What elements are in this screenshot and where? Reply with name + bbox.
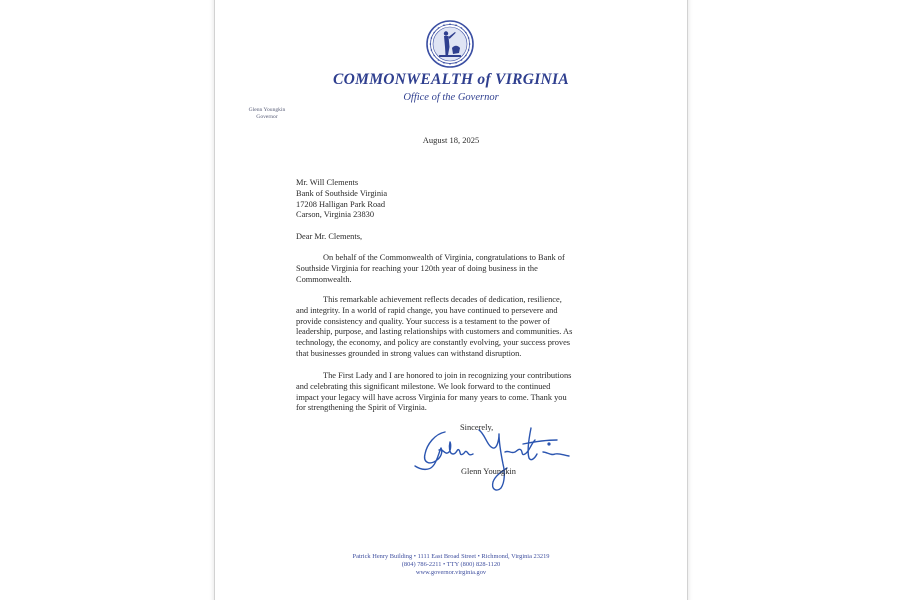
governor-title: Governor (256, 114, 278, 120)
paragraph-line: The First Lady and I are honored to join in recognizing your contributions (323, 371, 572, 380)
recipient-name: Mr. Will Clements (296, 178, 359, 187)
paragraph-line: Southside Virginia for reaching your 120th year of doing business in the (296, 263, 538, 273)
recipient-organization: Bank of Southside Virginia (296, 188, 388, 198)
salutation: Dear Mr. Clements, (296, 232, 363, 241)
paragraph-line: impact your legacy will have across Virginia for many years to come. Thank you (296, 392, 567, 402)
recipient-city: Carson, Virginia 23830 (296, 210, 375, 220)
body-paragraph-1 (296, 253, 606, 285)
recipient-address (296, 178, 606, 221)
closing: Sincerely, (460, 423, 494, 432)
paragraph-line: On behalf of the Commonwealth of Virginia, congratulations to Bank of (323, 253, 565, 262)
paragraph-line: and celebrating this significant milestone. We look forward to the continued (296, 381, 551, 391)
body-paragraph-2 (296, 295, 606, 360)
paragraph-line: provide consistency and quality. Your success is a testament to the power of (296, 316, 550, 326)
paragraph-line: for strengthening the Spirit of Virginia. (296, 403, 427, 413)
governor-sidebar-name (235, 107, 299, 121)
handwritten-signature (413, 422, 573, 494)
signer-name: Glenn Youngkin (461, 467, 516, 476)
letter-date: August 18, 2025 (422, 135, 480, 145)
virginia-state-seal-icon (426, 20, 474, 68)
letterhead-title: COMMONWEALTH of VIRGINIA (332, 71, 569, 88)
paragraph-line: This remarkable achievement reflects decades of dedication, resilience, (323, 295, 562, 304)
footer-address: Patrick Henry Building • 1111 East Broad Street • Richmond, Virginia 23219 (352, 553, 550, 560)
paragraph-line: Commonwealth. (296, 274, 352, 284)
paragraph-line: and integrity. In a world of rapid change, you have continued to persevere and (296, 305, 558, 315)
paragraph-line: technology, the economy, and policy are constantly evolving, your success proves (296, 338, 571, 348)
governor-name: Glenn Youngkin (248, 107, 286, 113)
footer-phone: (804) 786-2211 • TTY (800) 828-1120 (401, 561, 501, 568)
paragraph-line: that businesses grounded in strong values can withstand disruption. (296, 348, 522, 358)
letter-page (214, 0, 688, 600)
letterhead-subtitle: Office of the Governor (403, 92, 499, 103)
footer-website-link[interactable]: www.governor.virginia.gov (415, 569, 487, 576)
recipient-street: 17208 Halligan Park Road (296, 199, 386, 209)
body-paragraph-3 (296, 371, 606, 414)
paragraph-line: leadership, purpose, and lasting relationships with customers and communities. As (296, 327, 573, 337)
